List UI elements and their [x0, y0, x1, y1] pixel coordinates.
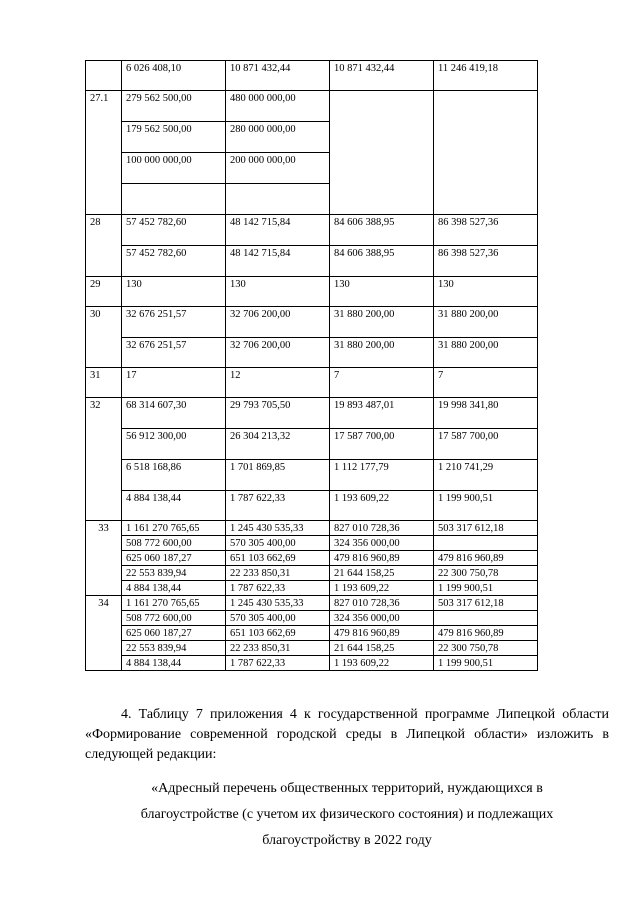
table-cell: 7: [434, 368, 538, 398]
table-cell: 48 142 715,84: [226, 215, 330, 246]
table-cell: 324 356 000,00: [330, 536, 434, 551]
table-cell: 100 000 000,00: [122, 153, 226, 184]
table-cell: 22 233 850,31: [226, 641, 330, 656]
table-cell: 479 816 960,89: [330, 626, 434, 641]
table-cell: 4 884 138,44: [122, 581, 226, 596]
row-number: 31: [86, 368, 122, 398]
table-cell: 503 317 612,18: [434, 521, 538, 536]
table-cell: [330, 91, 434, 215]
table-cell: 1 199 900,51: [434, 581, 538, 596]
table-cell: 84 606 388,95: [330, 246, 434, 277]
table-cell: 1 193 609,22: [330, 491, 434, 521]
table-cell: 84 606 388,95: [330, 215, 434, 246]
table-row: [86, 551, 538, 566]
table-cell: 4 884 138,44: [122, 656, 226, 671]
table-cell: 200 000 000,00: [226, 153, 330, 184]
table-cell: 22 233 850,31: [226, 566, 330, 581]
table-cell: 625 060 187,27: [122, 551, 226, 566]
table-cell: 32 706 200,00: [226, 338, 330, 368]
table-cell: 22 300 750,78: [434, 566, 538, 581]
table-cell: 31 880 200,00: [330, 338, 434, 368]
table-cell: 130: [330, 277, 434, 307]
table-cell: 26 304 213,32: [226, 429, 330, 460]
table-cell: 32 676 251,57: [122, 307, 226, 338]
table-cell: 1 193 609,22: [330, 581, 434, 596]
table-cell: 17 587 700,00: [330, 429, 434, 460]
table-cell: 31 880 200,00: [330, 307, 434, 338]
table-cell: [226, 184, 330, 215]
table-row: [86, 429, 538, 460]
table-cell: 29 793 705,50: [226, 398, 330, 429]
row-number: 33: [86, 521, 122, 596]
table-cell: 1 701 869,85: [226, 460, 330, 491]
table-row: [86, 581, 538, 596]
table-cell: 479 816 960,89: [434, 551, 538, 566]
table-cell: 480 000 000,00: [226, 91, 330, 122]
table-cell: 57 452 782,60: [122, 246, 226, 277]
table-cell: 4 884 138,44: [122, 491, 226, 521]
table-cell: 86 398 527,36: [434, 246, 538, 277]
heading-line: благоустройству в 2022 году: [262, 833, 432, 848]
table-cell: [434, 611, 538, 626]
table-cell: 21 644 158,25: [330, 566, 434, 581]
table-cell: [122, 184, 226, 215]
table-cell: 48 142 715,84: [226, 246, 330, 277]
table-cell: [434, 536, 538, 551]
table-cell: 21 644 158,25: [330, 641, 434, 656]
table-row: [86, 536, 538, 551]
table-cell: 324 356 000,00: [330, 611, 434, 626]
table-row: [86, 277, 538, 307]
table-cell: 279 562 500,00: [122, 91, 226, 122]
table-cell: 1 199 900,51: [434, 491, 538, 521]
table-cell: 32 706 200,00: [226, 307, 330, 338]
table-cell: 130: [226, 277, 330, 307]
table-cell: 1 210 741,29: [434, 460, 538, 491]
table-cell: 651 103 662,69: [226, 626, 330, 641]
row-number: 34: [86, 596, 122, 671]
row-number: 30: [86, 307, 122, 368]
table-cell: 130: [122, 277, 226, 307]
table-cell: 1 787 622,33: [226, 581, 330, 596]
table-cell: 479 816 960,89: [434, 626, 538, 641]
table-cell: 651 103 662,69: [226, 551, 330, 566]
table-row: [86, 215, 538, 246]
table-cell: 56 912 300,00: [122, 429, 226, 460]
table-cell: 19 893 487,01: [330, 398, 434, 429]
table-cell: 22 553 839,94: [122, 641, 226, 656]
table-cell: 1 245 430 535,33: [226, 521, 330, 536]
table-cell: 1 787 622,33: [226, 491, 330, 521]
table-heading: [85, 776, 609, 854]
table-cell: 19 998 341,80: [434, 398, 538, 429]
table-cell: 31 880 200,00: [434, 338, 538, 368]
table-row: [86, 566, 538, 581]
table-cell: 1 199 900,51: [434, 656, 538, 671]
table-row: [86, 656, 538, 671]
table-row: [86, 246, 538, 277]
table-row: [86, 626, 538, 641]
row-number: 28: [86, 215, 122, 277]
table-cell: 479 816 960,89: [330, 551, 434, 566]
table-row: [86, 460, 538, 491]
table-row: [86, 596, 538, 611]
table-cell: 570 305 400,00: [226, 536, 330, 551]
table-cell: 31 880 200,00: [434, 307, 538, 338]
heading-line: «Адресный перечень общественных территорий, нуждающихся в: [151, 781, 543, 796]
table-row: [86, 641, 538, 656]
table-cell: 32 676 251,57: [122, 338, 226, 368]
table-row: [86, 338, 538, 368]
table-row: [86, 61, 538, 91]
table-cell: 68 314 607,30: [122, 398, 226, 429]
budget-table: [85, 60, 538, 671]
table-cell: 1 787 622,33: [226, 656, 330, 671]
table-cell: 827 010 728,36: [330, 596, 434, 611]
row-number: 32: [86, 398, 122, 521]
table-row: [86, 368, 538, 398]
table-cell: 12: [226, 368, 330, 398]
table-cell: 1 161 270 765,65: [122, 521, 226, 536]
table-cell: 508 772 600,00: [122, 611, 226, 626]
table-cell: 503 317 612,18: [434, 596, 538, 611]
table-cell: 1 193 609,22: [330, 656, 434, 671]
table-cell: 280 000 000,00: [226, 122, 330, 153]
row-number: 27.1: [86, 91, 122, 215]
table-cell: 6 026 408,10: [122, 61, 226, 91]
table-row: [86, 491, 538, 521]
table-row: [86, 91, 538, 122]
heading-line: благоустройстве (с учетом их физического состояния) и подлежащих: [140, 807, 554, 822]
table-cell: 570 305 400,00: [226, 611, 330, 626]
table-cell: 179 562 500,00: [122, 122, 226, 153]
row-number: [86, 61, 122, 91]
table-cell: 17: [122, 368, 226, 398]
table-cell: 22 300 750,78: [434, 641, 538, 656]
table-cell: 625 060 187,27: [122, 626, 226, 641]
table-row: [86, 307, 538, 338]
table-cell: 86 398 527,36: [434, 215, 538, 246]
table-cell: 1 161 270 765,65: [122, 596, 226, 611]
table-cell: [434, 91, 538, 215]
table-cell: 7: [330, 368, 434, 398]
row-number: 29: [86, 277, 122, 307]
table-cell: 17 587 700,00: [434, 429, 538, 460]
table-row: [86, 611, 538, 626]
table-row: [86, 398, 538, 429]
table-cell: 6 518 168,86: [122, 460, 226, 491]
table-cell: 10 871 432,44: [226, 61, 330, 91]
table-cell: 22 553 839,94: [122, 566, 226, 581]
amendment-paragraph: 4. Таблицу 7 приложения 4 к государственной программе Липецкой области «Формирование современной городской среды в Липецкой области» изложить в следующей редакции:: [85, 707, 609, 762]
table-cell: 130: [434, 277, 538, 307]
table-cell: 508 772 600,00: [122, 536, 226, 551]
table-cell: 827 010 728,36: [330, 521, 434, 536]
table-cell: 11 246 419,18: [434, 61, 538, 91]
table-cell: 1 245 430 535,33: [226, 596, 330, 611]
table-cell: 10 871 432,44: [330, 61, 434, 91]
table-cell: 57 452 782,60: [122, 215, 226, 246]
table-row: [86, 521, 538, 536]
table-cell: 1 112 177,79: [330, 460, 434, 491]
